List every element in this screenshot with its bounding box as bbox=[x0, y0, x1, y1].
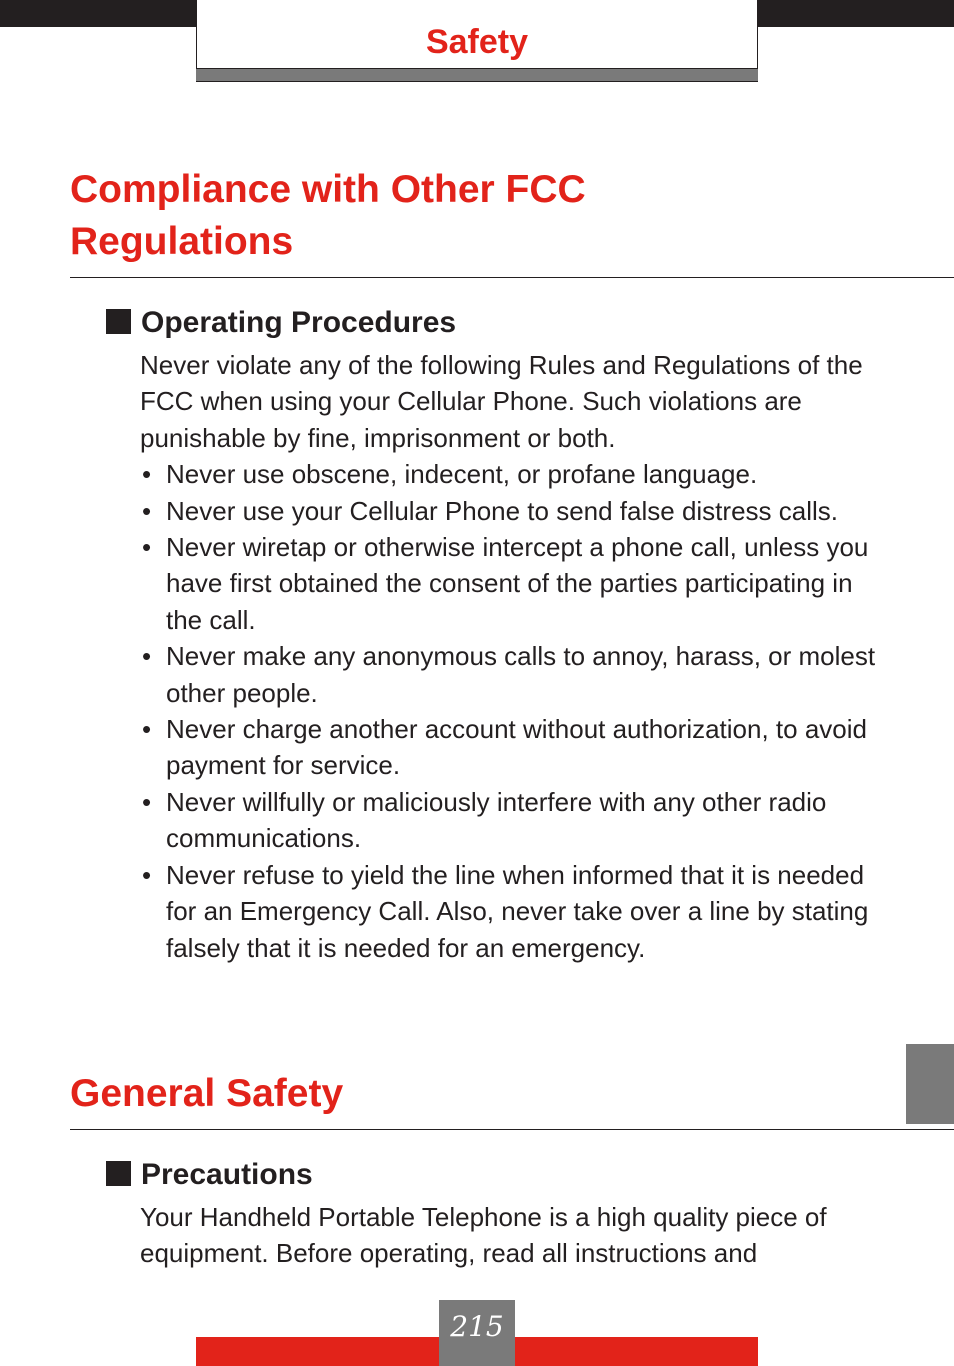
header-bar-left bbox=[0, 0, 196, 27]
section-tab-title: Safety bbox=[425, 23, 529, 61]
list-item bbox=[140, 529, 880, 638]
operating-procedures-body bbox=[140, 347, 880, 966]
list-item bbox=[140, 493, 880, 529]
square-bullet-icon bbox=[106, 1161, 131, 1186]
chapter-thumb-tab bbox=[906, 1044, 954, 1124]
rules-list bbox=[140, 456, 880, 966]
page-number: 215 bbox=[450, 1310, 504, 1343]
section-title-line: Regulations bbox=[70, 220, 294, 263]
bullet-dot-icon: • bbox=[142, 859, 152, 890]
bullet-dot-icon: • bbox=[142, 532, 152, 563]
section-title-line: General Safety bbox=[70, 1072, 344, 1115]
list-item bbox=[140, 711, 880, 784]
section-tab bbox=[196, 0, 758, 68]
bullet-dot-icon: • bbox=[142, 459, 152, 490]
list-item-text: Never use obscene, indecent, or profane language. bbox=[166, 459, 758, 490]
subsection-heading-text: Operating Procedures bbox=[141, 306, 457, 339]
precautions-body bbox=[140, 1199, 900, 1272]
bullet-dot-icon: • bbox=[142, 495, 152, 526]
list-item bbox=[140, 456, 880, 492]
bullet-dot-icon: • bbox=[142, 714, 152, 745]
list-item bbox=[140, 784, 880, 857]
section-divider bbox=[70, 277, 954, 278]
section-title-general-safety bbox=[70, 1068, 343, 1120]
section-title-fcc-compliance bbox=[70, 164, 586, 268]
section-title-line: Compliance with Other FCC bbox=[70, 168, 586, 211]
list-item-text: Never willfully or maliciously interfere with any other radio communications. bbox=[166, 786, 827, 854]
intro-paragraph: Your Handheld Portable Telephone is a high quality piece of equipment. Before operating, read all instructions and bbox=[140, 1202, 827, 1269]
list-item-text: Never refuse to yield the line when informed that it is needed for an Emergency Call. Also, never take over a line by stating falsely that it is needed for an emergency. bbox=[166, 859, 869, 963]
list-item-text: Never wiretap or otherwise intercept a phone call, unless you have first obtained the consent of the parties participating in the call. bbox=[166, 532, 869, 635]
intro-paragraph: Never violate any of the following Rules and Regulations of the FCC when using your Cellular Phone. Such violations are punishable by fine, imprisonment or both. bbox=[140, 350, 863, 453]
page-number-box bbox=[439, 1300, 515, 1366]
section-tab-underbar bbox=[196, 68, 758, 82]
header-bar-right bbox=[758, 0, 954, 27]
list-item-text: Never charge another account without authorization, to avoid payment for service. bbox=[166, 714, 867, 781]
bullet-dot-icon: • bbox=[142, 641, 152, 672]
list-item bbox=[140, 857, 880, 966]
bullet-dot-icon: • bbox=[142, 786, 152, 817]
subsection-heading-precautions bbox=[106, 1157, 313, 1193]
square-bullet-icon bbox=[106, 309, 131, 334]
list-item-text: Never make any anonymous calls to annoy, harass, or molest other people. bbox=[166, 641, 876, 708]
list-item-text: Never use your Cellular Phone to send false distress calls. bbox=[166, 495, 838, 526]
section-divider bbox=[70, 1129, 954, 1130]
list-item bbox=[140, 638, 880, 711]
subsection-heading-text: Precautions bbox=[141, 1158, 313, 1191]
subsection-heading-operating-procedures bbox=[106, 305, 456, 341]
